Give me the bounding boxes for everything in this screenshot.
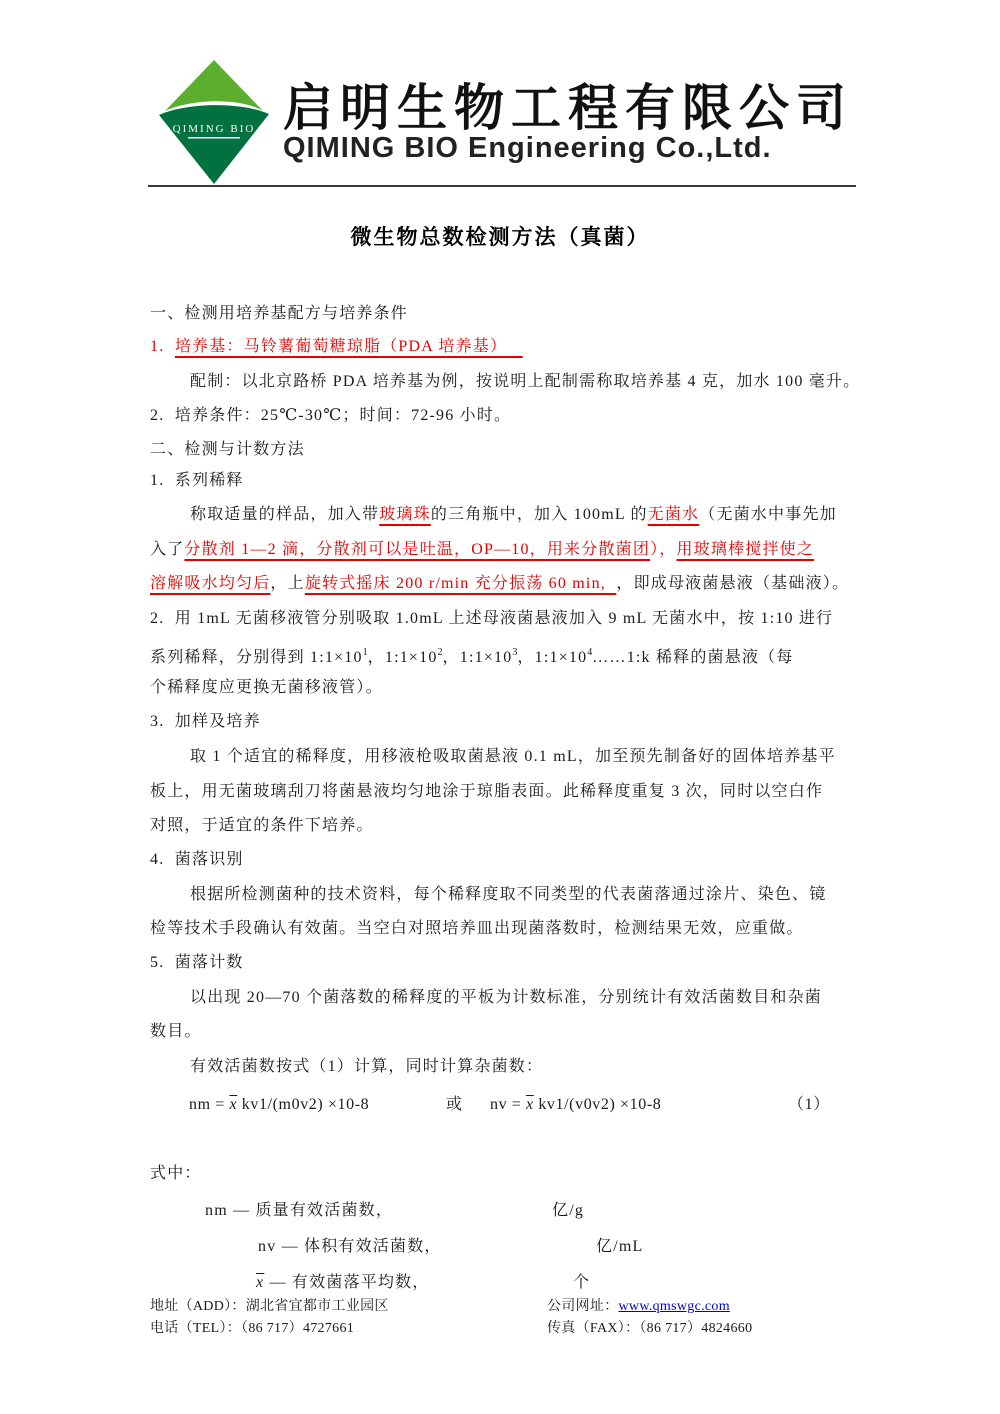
footer-website [547,1296,730,1318]
text-segment: 1. 系列稀释 [150,472,244,489]
text-segment: 4. 菌落识别 [150,851,244,868]
item-2-pipette-line2 [150,642,794,669]
text-segment: 玻璃珠 [379,506,431,523]
text-segment: 数目。 [150,1023,202,1040]
text-segment: kv1/(v0v2) ×10-8 [533,1096,662,1113]
text-segment: ，1:1×10 [517,649,588,666]
paragraph-preparation [190,371,860,393]
paragraph-sample-line2 [150,539,814,561]
page-title: 微生物总数检测方法（真菌） [350,226,650,249]
item-2-culture-condition [150,405,511,427]
text-segment: $\overline{x}$ [229,1096,238,1113]
text-segment: 4 [587,647,593,658]
paragraph-sample-line1 [190,504,837,526]
item-3-plating [150,711,261,733]
text-segment: 二、检测与计数方法 [150,441,305,458]
text-segment: 公司网址： [547,1299,619,1314]
text-segment: ，1:1×10 [367,649,438,666]
item-5-colony-count [150,952,244,974]
def-nm-unit [552,1200,584,1222]
text-segment: 有效活菌数按式（1）计算，同时计算杂菌数： [190,1058,544,1075]
text-segment: 3. 加样及培养 [150,713,261,730]
text-segment: nm — 质量有效活菌数， [205,1202,394,1219]
heading-section-1 [150,303,408,325]
text-segment: 称取适量的样品，加入带 [190,506,380,523]
item-1-medium [150,336,523,358]
text-segment: 入了 [150,541,185,558]
text-segment: kv1/(m0v2) ×10-8 [237,1096,370,1113]
item-2-pipette-line1 [150,608,833,630]
text-segment: nv = [490,1096,527,1113]
text-segment: 1 [362,647,368,658]
text-segment: 或 [446,1096,463,1113]
company-logo [150,58,278,186]
paragraph-formula-intro [190,1056,543,1078]
text-segment: 旋转式摇床 200 r/min 充分振荡 60 min, [304,575,617,592]
text-segment: 传真（FAX）：（86 717）4824660 [547,1321,753,1336]
website-link[interactable]: www.qmswgc.com [618,1299,730,1314]
paragraph-colony-id-line1 [190,884,826,906]
text-segment: 2. 培养条件：25℃-30℃；时间：72-96 小时。 [150,407,512,424]
header-divider [148,185,856,187]
heading-section-2 [150,439,305,461]
item-2-pipette-line3 [150,677,383,699]
text-segment: 根据所检测菌种的技术资料，每个稀释度取不同类型的代表菌落通过涂片、染色、镜 [190,886,827,903]
text-segment: 电话（TEL）：（86 717）4727661 [150,1321,355,1336]
text-segment: 对照，于适宜的条件下培养。 [150,817,374,834]
text-segment: 亿/g [552,1202,585,1219]
text-segment: 分散剂 1—2 滴，分散剂可以是吐温，OP—10，用来分散菌团 [184,541,651,558]
text-segment: ）， [650,541,677,558]
paragraph-colony-id-line2 [150,918,804,940]
footer-tel [150,1318,354,1340]
text-segment: 2 [437,647,443,658]
formula-number [788,1094,830,1116]
text-segment: 3 [512,647,518,658]
paragraph-sample-line3 [150,573,849,595]
paragraph-count-line1 [190,987,822,1009]
def-nv-unit [596,1236,643,1258]
text-segment: 亿/mL [596,1238,644,1255]
text-segment: 取 1 个适宜的稀释度，用移液枪吸取菌悬液 0.1 mL，加至预先制备好的固体培养基平 [190,748,836,765]
formula-nv [490,1094,661,1116]
text-segment: ，即成母液菌悬液（基础液）。 [616,575,850,592]
text-segment: 2. 用 1mL 无菌移液管分别吸取 1.0mL 上述母液菌悬液加入 9 mL 无菌水中，按 1:10 进行 [150,610,834,627]
text-segment: 的三角瓶中，加入 100mL 的 [430,506,648,523]
def-xbar [256,1272,430,1294]
text-segment: 溶解吸水均匀后 [150,575,271,592]
def-nm [205,1200,393,1222]
def-nv [258,1236,442,1258]
formula-where [150,1163,202,1185]
text-segment: nm = [189,1096,230,1113]
text-segment: 个 [573,1274,591,1291]
text-segment: 板上，用无菌玻璃刮刀将菌悬液均匀地涂于琼脂表面。此稀释度重复 3 次，同时以空白作 [150,783,824,800]
footer-address [150,1296,389,1318]
text-segment: — 有效菌落平均数， [264,1274,430,1291]
text-segment: ，1:1×10 [442,649,513,666]
text-segment: 检等技术手段确认有效菌。当空白对照培养皿出现菌落数时，检测结果无效，应重做。 [150,920,804,937]
text-segment: 以出现 20—70 个菌落数的稀释度的平板为计数标准，分别统计有效活菌数目和杂菌 [190,989,823,1006]
def-xbar-unit [573,1272,590,1294]
text-segment: ，上 [270,575,305,592]
text-segment: 一、检测用培养基配方与培养条件 [150,305,409,322]
formula-nm [189,1094,369,1116]
logo-badge-text: QIMING BIO [172,123,256,135]
text-segment: 5. 菌落计数 [150,954,244,971]
item-4-colony-id [150,849,244,871]
text-segment: 个稀释度应更换无菌移液管）。 [150,679,383,696]
text-segment: 式中： [150,1165,202,1182]
text-segment: 地址（ADD）：湖北省宜都市工业园区 [150,1299,389,1314]
text-segment: $\overline{x}$ [526,1096,534,1113]
text-segment: $\overline{x}$ [256,1274,265,1291]
logo-top-triangle [165,60,263,111]
item-1-serial-dilution [150,470,244,492]
text-segment: nv — 体积有效活菌数， [258,1238,442,1255]
text-segment: 用玻璃棒搅拌使之 [676,541,815,558]
text-segment: 系列稀释，分别得到 1:1×10 [150,649,363,666]
paragraph-plating-line3 [150,815,374,837]
paragraph-plating-line2 [150,781,823,803]
paragraph-plating-line1 [190,746,836,768]
text-segment: 配制：以北京路桥 PDA 培养基为例，按说明上配制需称取培养基 4 克，加水 100 毫升。 [190,373,861,390]
company-name-chinese: 启明生物工程有限公司 [283,80,853,136]
company-name-english: QIMING BIO Engineering Co.,Ltd. [283,132,772,164]
paragraph-count-line2 [150,1021,202,1043]
logo-bottom-diamond [159,105,269,184]
text-segment: ……1:k 稀释的菌悬液（每 [592,649,794,666]
text-segment: （无菌水中事先加 [699,506,837,523]
text-segment: 无菌水 [647,506,700,523]
text-segment: （1） [788,1096,830,1113]
logo-badge-underline [188,137,240,139]
text-segment: 培养基：马铃薯葡萄糖琼脂（PDA 培养基） [174,338,523,355]
text-segment: 1. [150,338,175,355]
formula-or [446,1094,463,1116]
footer-fax [547,1318,752,1340]
